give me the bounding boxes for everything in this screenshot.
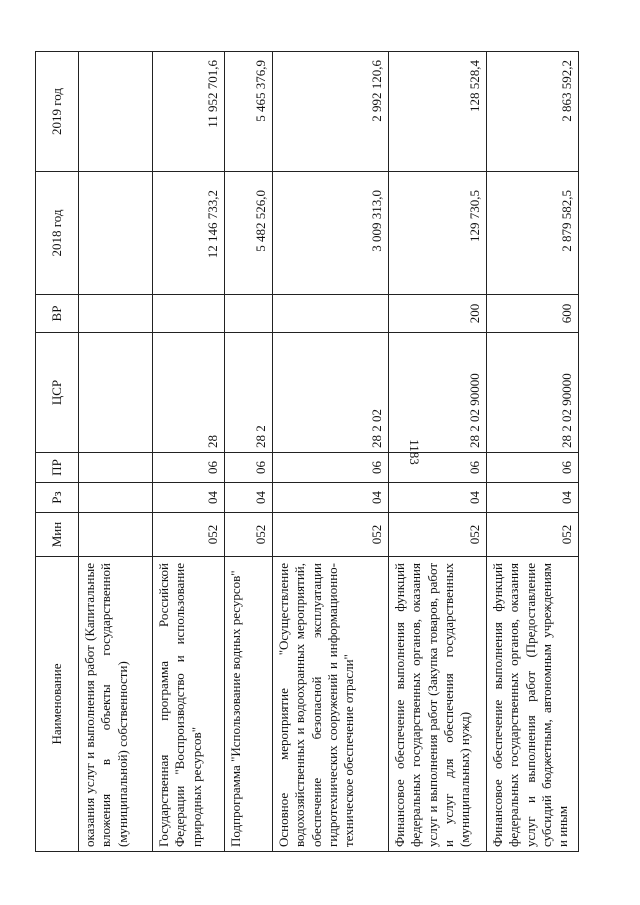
row-2019: 2 992 120,6 [273, 52, 389, 172]
row-2019: 5 465 376,9 [225, 52, 273, 172]
row-csr: 28 2 02 90000 [487, 333, 579, 453]
header-min: Мин [36, 513, 79, 557]
table-row [79, 52, 153, 852]
row-min [79, 513, 153, 557]
row-2018: 129 730,5 [389, 172, 487, 295]
header-name: Наименование [36, 557, 79, 852]
row-rz: 04 [225, 483, 273, 513]
table-row [225, 52, 273, 852]
row-min: 052 [153, 513, 225, 557]
row-vr: 200 [389, 295, 487, 333]
row-2019: 11 952 701,6 [153, 52, 225, 172]
row-2018 [79, 172, 153, 295]
row-csr [79, 333, 153, 453]
table-row [389, 52, 487, 852]
table-row [153, 52, 225, 852]
row-name: Основное мероприятие "Осуществление водохозяйственных и водоохранных мероприятий, обеспечение безопасной эксплуатации гидротехнических сооружений и информационно-техническое обеспечение отрасли" [273, 557, 389, 852]
table-header-row [36, 52, 79, 852]
header-csr: ЦСР [36, 333, 79, 453]
budget-table-rotated [35, 52, 605, 852]
row-2018: 3 009 313,0 [273, 172, 389, 295]
row-pr: 06 [225, 453, 273, 483]
row-vr [273, 295, 389, 333]
row-rz [79, 483, 153, 513]
row-2019: 2 863 592,2 [487, 52, 579, 172]
row-csr: 28 2 02 90000 [389, 333, 487, 453]
row-name: Финансовое обеспечение выполнения функций федеральных государственных органов, оказания услуг и выполнения работ (Предоставление субсидий бюджетным, автономным учреждениям и иным [487, 557, 579, 852]
row-name: Финансовое обеспечение выполнения функций федеральных государственных органов, оказания услуг и выполнения работ (Закупка товаров, работ и услуг для обеспечения государственных (муниципальных) нужд) [389, 557, 487, 852]
row-vr: 600 [487, 295, 579, 333]
row-rz: 04 [273, 483, 389, 513]
header-2018: 2018 год [36, 172, 79, 295]
table-row [273, 52, 389, 852]
header-rz: Рз [36, 483, 79, 513]
row-2019 [79, 52, 153, 172]
row-csr: 28 2 02 [273, 333, 389, 453]
row-vr [79, 295, 153, 333]
row-pr: 06 [273, 453, 389, 483]
row-2019: 128 528,4 [389, 52, 487, 172]
row-rz: 04 [389, 483, 487, 513]
budget-table [35, 51, 579, 852]
row-pr: 06 [153, 453, 225, 483]
row-2018: 5 482 526,0 [225, 172, 273, 295]
row-pr: 06 [389, 453, 487, 483]
row-2018: 12 146 733,2 [153, 172, 225, 295]
row-2018: 2 879 582,5 [487, 172, 579, 295]
table-row [487, 52, 579, 852]
row-rz: 04 [487, 483, 579, 513]
row-min: 052 [273, 513, 389, 557]
row-min: 052 [225, 513, 273, 557]
row-name: Подпрограмма "Использование водных ресурсов" [225, 557, 273, 852]
row-vr [153, 295, 225, 333]
header-pr: ПР [36, 453, 79, 483]
row-min: 052 [487, 513, 579, 557]
row-min: 052 [389, 513, 487, 557]
row-name: оказания услуг и выполнения работ (Капитальные вложения в объекты государственной (муниципальной) собственности) [79, 557, 153, 852]
header-2019: 2019 год [36, 52, 79, 172]
row-rz: 04 [153, 483, 225, 513]
page-number: 1183 [407, 439, 422, 465]
row-pr: 06 [487, 453, 579, 483]
row-vr [225, 295, 273, 333]
row-pr [79, 453, 153, 483]
header-vr: ВР [36, 295, 79, 333]
row-csr: 28 2 [225, 333, 273, 453]
row-name: Государственная программа Российской Федерации "Воспроизводство и использование природных ресурсов" [153, 557, 225, 852]
row-csr: 28 [153, 333, 225, 453]
